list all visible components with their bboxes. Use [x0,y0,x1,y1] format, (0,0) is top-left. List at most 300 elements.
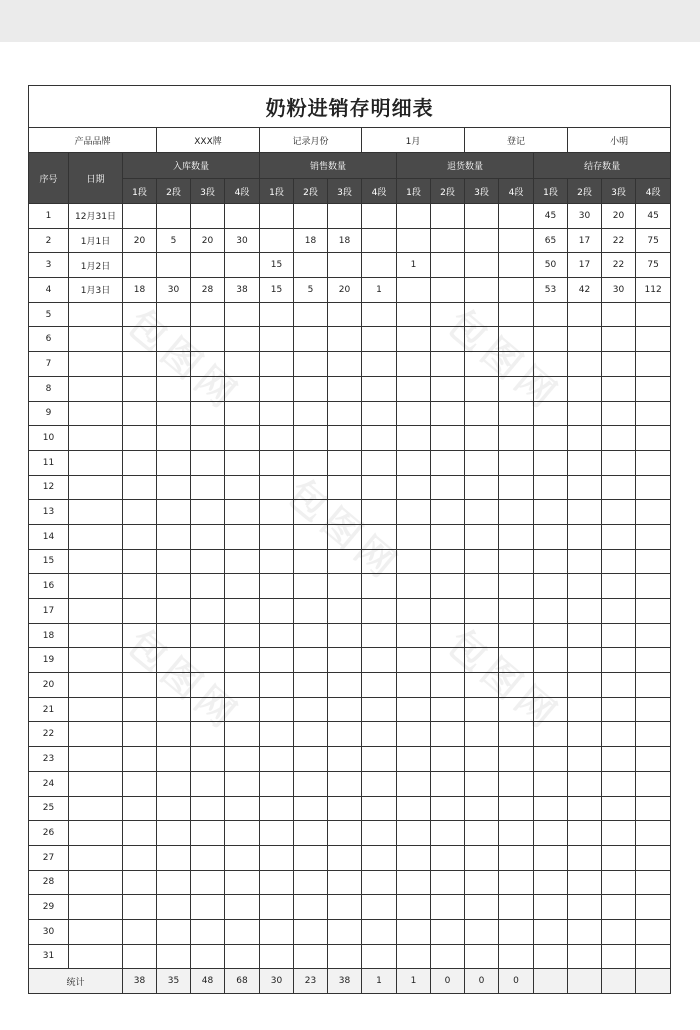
row-index: 2 [29,228,69,253]
cell-ret [397,352,431,377]
cell-in: 20 [191,228,225,253]
cell-sale [362,845,397,870]
header-segment: 2段 [294,179,328,204]
cell-ret [431,228,465,253]
cell-ret [397,376,431,401]
cell-ret [465,401,499,426]
cell-stock [602,722,636,747]
row-date [69,500,123,525]
cell-ret [465,327,499,352]
header-segment: 2段 [431,179,465,204]
row-date [69,747,123,772]
cell-sale [362,821,397,846]
cell-ret [499,302,534,327]
header-segment: 4段 [362,179,397,204]
cell-in [157,376,191,401]
cell-in [123,253,157,278]
cell-stock [568,376,602,401]
cell-sale [260,426,294,451]
cell-in [123,722,157,747]
cell-sale [260,228,294,253]
table-row [29,747,671,772]
cell-ret [499,253,534,278]
cell-in [123,648,157,673]
cell-stock [602,574,636,599]
cell-in [157,401,191,426]
cell-ret [465,919,499,944]
table-row [29,253,671,278]
cell-stock [534,574,568,599]
watermark: 包图网 [439,620,569,740]
cell-stock: 20 [602,204,636,229]
cell-stock [534,747,568,772]
cell-sale [260,574,294,599]
row-index: 18 [29,623,69,648]
totals-value: 38 [328,969,362,994]
cell-in [157,327,191,352]
cell-in [191,500,225,525]
cell-stock [636,426,671,451]
cell-in [157,771,191,796]
cell-sale [362,352,397,377]
cell-in [123,796,157,821]
cell-in [225,401,260,426]
table-row [29,401,671,426]
cell-sale [362,697,397,722]
cell-in [191,821,225,846]
cell-stock: 30 [568,204,602,229]
cell-ret [397,821,431,846]
cell-sale [294,450,328,475]
row-index: 1 [29,204,69,229]
cell-ret [397,747,431,772]
month-label: 记录月份 [260,128,362,153]
cell-in [123,524,157,549]
cell-sale [362,524,397,549]
table-row [29,623,671,648]
row-date [69,352,123,377]
cell-ret [499,599,534,624]
cell-in [191,845,225,870]
cell-ret [499,327,534,352]
cell-ret [431,401,465,426]
row-date [69,845,123,870]
cell-ret [465,228,499,253]
cell-sale [260,204,294,229]
cell-sale [260,919,294,944]
cell-stock: 42 [568,278,602,303]
cell-ret [431,253,465,278]
cell-sale [294,426,328,451]
row-index: 21 [29,697,69,722]
cell-sale [328,524,362,549]
cell-ret [397,574,431,599]
cell-in: 30 [157,278,191,303]
cell-in [123,302,157,327]
header-segment: 1段 [123,179,157,204]
table-row [29,228,671,253]
cell-stock [636,821,671,846]
cell-sale [328,771,362,796]
cell-sale [328,426,362,451]
cell-sale [294,845,328,870]
cell-stock [602,623,636,648]
header-segment: 2段 [157,179,191,204]
row-index: 28 [29,870,69,895]
cell-ret [431,771,465,796]
cell-in [157,870,191,895]
cell-stock [636,796,671,821]
cell-stock [636,549,671,574]
cell-in [123,673,157,698]
cell-in [157,821,191,846]
cell-sale [362,228,397,253]
cell-sale [260,821,294,846]
row-date [69,574,123,599]
cell-sale: 15 [260,278,294,303]
cell-in [191,426,225,451]
cell-in [157,919,191,944]
cell-in [157,475,191,500]
cell-stock [636,722,671,747]
cell-ret [431,302,465,327]
row-index: 27 [29,845,69,870]
cell-stock [602,870,636,895]
cell-sale [294,327,328,352]
cell-sale: 20 [328,278,362,303]
cell-stock [534,919,568,944]
cell-ret [397,401,431,426]
cell-ret [465,524,499,549]
cell-stock [602,327,636,352]
cell-stock [602,376,636,401]
cell-stock [568,450,602,475]
cell-sale [260,401,294,426]
cell-ret [431,895,465,920]
cell-sale [362,944,397,969]
cell-sale [260,475,294,500]
cell-stock [636,944,671,969]
cell-in [157,500,191,525]
cell-stock [534,426,568,451]
cell-sale [294,401,328,426]
cell-sale [294,574,328,599]
header-segment: 3段 [602,179,636,204]
cell-stock [568,524,602,549]
cell-in [191,450,225,475]
cell-in: 18 [123,278,157,303]
cell-ret [397,771,431,796]
cell-stock [602,697,636,722]
row-index: 23 [29,747,69,772]
row-date [69,450,123,475]
totals-label: 统计 [29,969,123,994]
cell-stock [568,697,602,722]
cell-in [225,796,260,821]
table-row [29,376,671,401]
cell-in [225,821,260,846]
cell-in [225,870,260,895]
cell-stock [568,895,602,920]
row-index: 11 [29,450,69,475]
row-index: 19 [29,648,69,673]
cell-sale [294,796,328,821]
row-date [69,648,123,673]
table-row [29,500,671,525]
cell-in [123,771,157,796]
cell-stock [534,500,568,525]
row-date [69,623,123,648]
cell-stock [602,599,636,624]
cell-stock [636,327,671,352]
cell-in [123,204,157,229]
row-index: 15 [29,549,69,574]
header-row-segments [29,179,671,204]
cell-stock [636,771,671,796]
cell-sale [260,549,294,574]
cell-ret [431,821,465,846]
cell-stock [534,475,568,500]
cell-stock [568,475,602,500]
cell-stock [636,845,671,870]
totals-value: 48 [191,969,225,994]
row-index: 20 [29,673,69,698]
cell-in [123,944,157,969]
cell-ret [465,623,499,648]
cell-sale [294,549,328,574]
row-date [69,697,123,722]
cell-ret [499,623,534,648]
cell-stock [568,599,602,624]
cell-ret [397,450,431,475]
cell-sale [294,253,328,278]
totals-row [29,969,671,994]
cell-sale [260,450,294,475]
cell-sale [260,870,294,895]
cell-sale [328,500,362,525]
table-row [29,426,671,451]
cell-in [225,352,260,377]
row-index: 9 [29,401,69,426]
cell-ret [431,426,465,451]
cell-stock [636,352,671,377]
cell-in [191,524,225,549]
cell-stock: 17 [568,228,602,253]
cell-in [123,475,157,500]
cell-ret [465,944,499,969]
cell-in [123,450,157,475]
cell-sale [362,327,397,352]
cell-stock [534,895,568,920]
cell-stock [636,895,671,920]
cell-ret [397,228,431,253]
cell-ret [465,278,499,303]
cell-stock [568,944,602,969]
cell-ret [397,895,431,920]
header-index: 序号 [29,153,69,204]
cell-ret: 1 [397,253,431,278]
watermark: 包图网 [279,470,409,590]
cell-sale [328,919,362,944]
cell-sale [294,500,328,525]
header-segment: 2段 [568,179,602,204]
cell-in: 20 [123,228,157,253]
cell-stock [636,401,671,426]
row-date [69,771,123,796]
totals-value: 35 [157,969,191,994]
cell-sale [260,599,294,624]
cell-sale [294,376,328,401]
cell-stock [602,524,636,549]
cell-ret [397,919,431,944]
cell-ret [499,845,534,870]
cell-sale [294,599,328,624]
cell-in [225,673,260,698]
cell-in [225,771,260,796]
cell-sale [328,253,362,278]
table-row [29,549,671,574]
cell-stock: 75 [636,228,671,253]
cell-ret [431,845,465,870]
cell-sale [328,821,362,846]
row-date [69,327,123,352]
table-row [29,352,671,377]
cell-sale [362,450,397,475]
totals-empty [602,969,636,994]
cell-ret [465,574,499,599]
cell-in [191,919,225,944]
cell-ret [397,722,431,747]
cell-in [225,204,260,229]
cell-stock [602,450,636,475]
cell-ret [499,870,534,895]
cell-ret [397,500,431,525]
cell-sale [328,944,362,969]
page-title: 奶粉进销存明细表 [29,86,671,128]
row-date [69,302,123,327]
cell-ret [499,673,534,698]
cell-in [123,574,157,599]
cell-in [123,500,157,525]
cell-ret [431,278,465,303]
cell-sale: 15 [260,253,294,278]
cell-stock [602,895,636,920]
header-row-groups [29,153,671,179]
cell-stock [568,648,602,673]
cell-ret [431,747,465,772]
cell-in [225,697,260,722]
row-index: 7 [29,352,69,377]
cell-ret [397,524,431,549]
table-row [29,796,671,821]
header-segment: 1段 [260,179,294,204]
cell-in [157,549,191,574]
cell-ret [465,895,499,920]
cell-stock [636,697,671,722]
cell-stock [636,673,671,698]
cell-stock [636,648,671,673]
cell-ret [465,500,499,525]
cell-sale [294,204,328,229]
cell-stock [568,845,602,870]
cell-in [157,524,191,549]
inventory-table [28,85,671,994]
cell-stock [534,673,568,698]
cell-ret [499,796,534,821]
cell-ret [431,352,465,377]
cell-in [225,302,260,327]
cell-stock [602,500,636,525]
cell-in [225,426,260,451]
cell-sale [328,747,362,772]
cell-sale [328,302,362,327]
cell-sale: 1 [362,278,397,303]
cell-in [191,302,225,327]
totals-empty [636,969,671,994]
cell-ret [499,500,534,525]
cell-in [157,944,191,969]
cell-stock [568,747,602,772]
cell-in [225,500,260,525]
cell-sale: 5 [294,278,328,303]
cell-stock [568,673,602,698]
row-index: 30 [29,919,69,944]
row-index: 6 [29,327,69,352]
cell-sale [328,722,362,747]
header-group-in: 入库数量 [123,153,260,179]
cell-sale [328,450,362,475]
table-row [29,302,671,327]
cell-stock [602,747,636,772]
cell-stock [602,549,636,574]
cell-ret [397,870,431,895]
cell-stock [568,574,602,599]
cell-ret [499,204,534,229]
cell-sale [328,352,362,377]
cell-sale [260,895,294,920]
cell-sale [362,722,397,747]
cell-in [123,401,157,426]
cell-in [123,549,157,574]
cell-in [123,352,157,377]
cell-sale [294,673,328,698]
cell-ret [431,524,465,549]
cell-ret [397,944,431,969]
row-index: 8 [29,376,69,401]
table-row [29,870,671,895]
cell-ret [499,747,534,772]
cell-in [123,870,157,895]
cell-sale [328,623,362,648]
cell-ret [397,549,431,574]
totals-value: 68 [225,969,260,994]
cell-in [123,821,157,846]
cell-ret [499,895,534,920]
cell-in [191,648,225,673]
cell-ret [465,796,499,821]
watermark: 包图网 [119,300,249,420]
cell-stock: 75 [636,253,671,278]
header-segment: 4段 [225,179,260,204]
cell-in: 30 [225,228,260,253]
row-date [69,722,123,747]
cell-in [191,771,225,796]
cell-ret [431,796,465,821]
totals-value: 23 [294,969,328,994]
cell-ret [465,475,499,500]
table-row [29,278,671,303]
cell-ret [499,722,534,747]
